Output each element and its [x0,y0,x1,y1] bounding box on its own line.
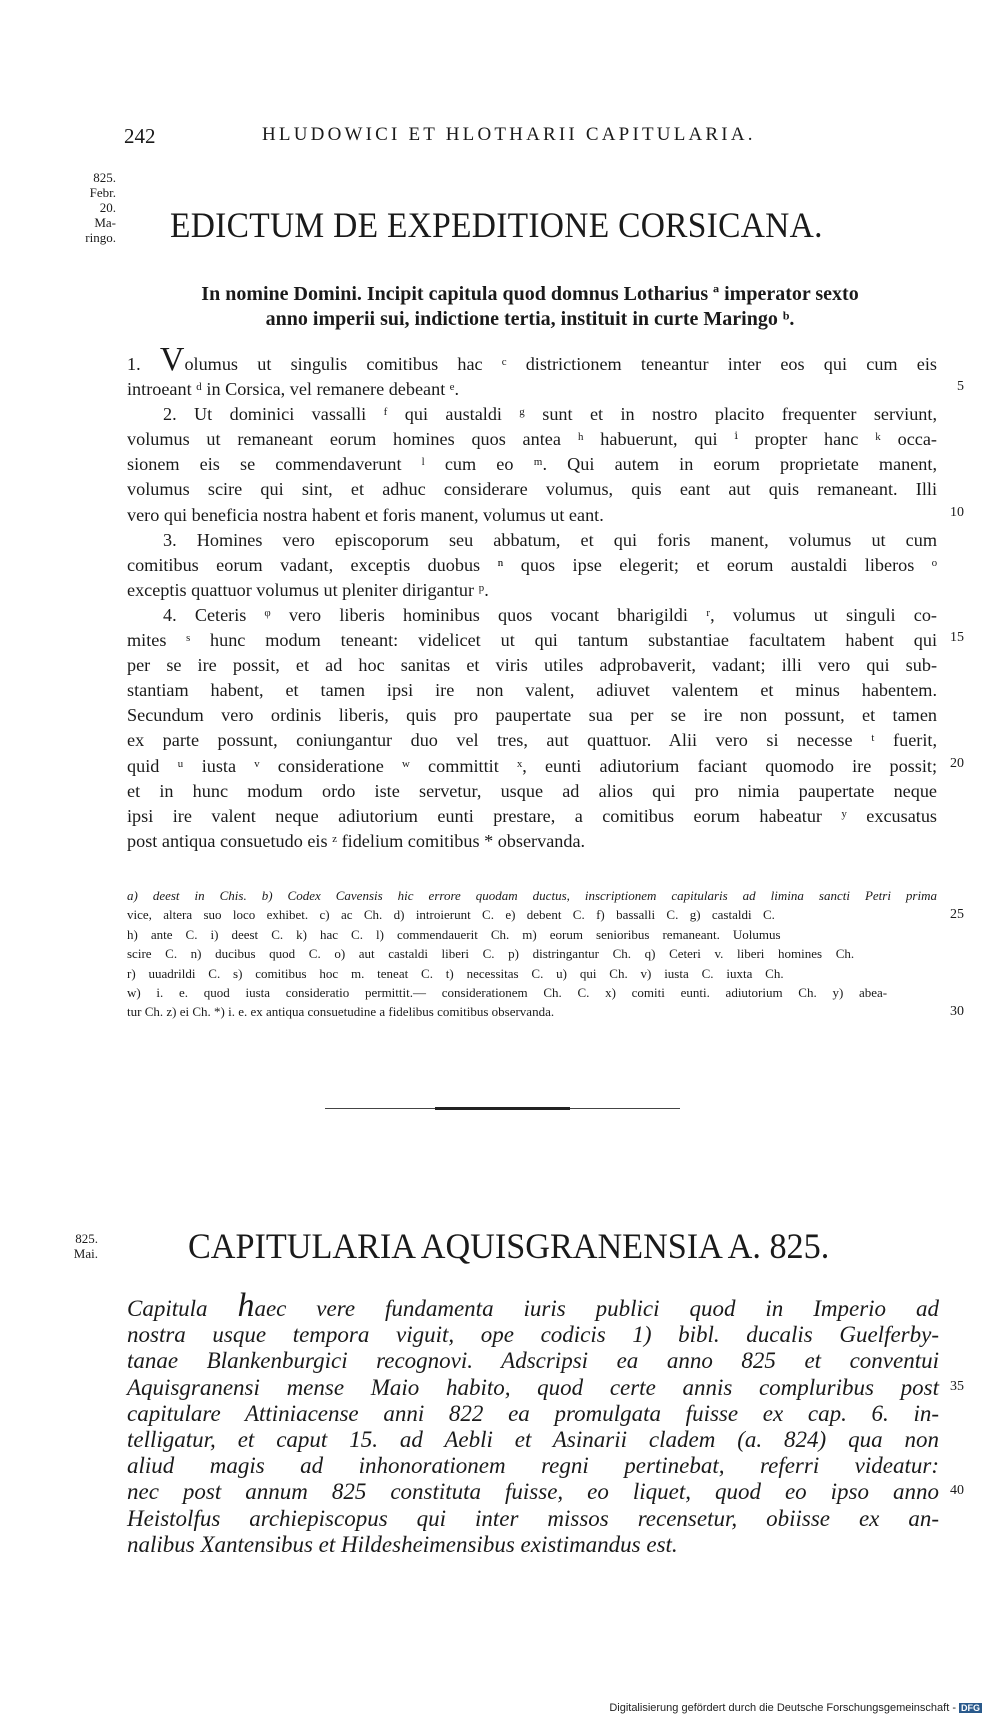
margin-date-line: 825. [75,1231,98,1246]
body-line-text: quid ᵘ iusta ᵛ consideratione ʷ committit ˣ, eunti adiutorium faciant quomodo ire possit; [127,755,937,776]
intro-line [127,1453,939,1479]
body-line [127,553,937,578]
line-number: 10 [950,504,964,520]
margin-date-line: Mai. [73,1246,98,1261]
intro-line-text: nec post annum 825 constituta fuisse, eo liquet, quod eo ipso anno [127,1479,939,1505]
section-divider [325,1107,680,1110]
intro-line [127,1348,939,1374]
edictum-body [127,341,938,854]
line-number: 5 [957,379,964,395]
page-number: 242 [124,124,156,148]
footnote-text: scire C. n) ducibus quod C. o) aut castaldi liberi C. p) distringantur Ch. q) Ceteri v. liberi homines Ch. [127,946,855,962]
body-line-text: comitibus eorum vadant, exceptis duobus ⁿ quos ipse elegerit; et eorum austaldi liberos ᵒ [127,554,937,575]
body-line-text: 2. Ut dominici vassalli ᶠ qui austaldi ᵍ sunt et in nostro placito frequenter serviunt, [163,404,937,425]
body-line [127,728,937,753]
footnote-line [127,1002,937,1021]
body-line [127,452,937,477]
body-line-text: introeant ᵈ in Corsica, vel remanere debeant ᵉ. [127,379,460,400]
footnote-line [127,925,937,944]
body-line-text: 4. Ceteris ᵠ vero liberis hominibus quos vocant bharigildi ʳ, volumus ut singuli co- [163,604,937,625]
footnote-text: w) i. e. quod iusta consideratio permittit.— considerationem Ch. C. x) comiti eunti. adiutorium Ch. y) abea- [127,984,888,1000]
intro-line-text: tanae Blankenburgici recognovi. Adscripsi ea anno 825 et conventui [127,1348,939,1374]
footnote-line [127,964,937,983]
body-line [127,804,937,829]
intro-line [127,1427,939,1453]
footnotes [127,886,937,1022]
body-line-text: vero qui beneficia nostra habent et foris manent, volumus ut eant. [127,504,604,525]
running-title: HLUDOWICI ET HLOTHARII CAPITULARIA. [262,124,756,145]
line-number: 15 [950,630,964,646]
body-line-text: et in hunc modum ordo iste servetur, usque ad alios qui pro nimia paupertate neque [127,780,937,801]
body-line-text: post antiqua consuetudo eis ᶻ fidelium comitibus * observanda. [127,830,586,851]
footnote-line [127,944,937,963]
intro-line-text: telligatur, et caput 15. ad Aebli et Asinarii cladem (a. 824) qua non [127,1426,939,1452]
body-line [127,829,937,854]
body-line-text: volumus ut remaneant eorum homines quos antea ʰ habuerunt, qui ⁱ propter hanc ᵏ occa- [127,429,937,450]
intro-line [127,1532,939,1558]
intro-line-text: nalibus Xantensibus et Hildesheimensibus existimandus est. [127,1531,678,1557]
line-number: 35 [950,1378,964,1394]
intro-line-text: Capitula haec vere fundamenta iuris publici quod in Imperio ad [127,1287,939,1324]
body-line-text: 1. Volumus ut singulis comitibus hac ᶜ districtionem teneantur inter eos qui cum eis [127,341,938,378]
line-number: 40 [950,1483,964,1499]
footnote-text: vice, altera suo loco exhibet. c) ac Ch. d) introierunt C. e) debent C. f) bassalli C. g) castaldi C. [127,907,775,923]
body-line [127,628,937,653]
footnote-text: h) ante C. i) deest C. k) hac C. l) commendauerit Ch. m) eorum senioribus remaneant. Uolumus [127,926,781,942]
line-number: 20 [950,755,964,771]
intro-line [127,1375,939,1401]
footnote-text: a) deest in Chis. b) Codex Cavensis hic errore quodam ductus, inscriptionem capitularis ad limina sancti Petri prima [127,888,937,903]
body-line [127,503,937,528]
body-line [127,477,937,502]
body-line-text: 3. Homines vero episcoporum seu abbatum, et qui foris manent, volumus ut cum [163,529,937,550]
margin-date-line: Ma- [94,215,116,230]
margin-date-line: ringo. [85,230,116,245]
intro-line [127,1401,939,1427]
line-number: 30 [950,1004,964,1020]
dfg-logo: DFG [961,1703,980,1713]
intro-line-text: Aquisgranensi mense Maio habito, quod certe annis compluribus post [127,1374,939,1400]
body-line-text: ex parte possunt, coniungantur duo vel tres, aut quattuor. Alii vero si necesse ᵗ fuerit, [127,730,937,751]
incipit-line: In nomine Domini. Incipit capitula quod domnus Lotharius ª imperator sexto [201,283,859,305]
body-line-text: ipsi ire valent neque adiutorium eunti prestare, a comitibus eorum habeatur ʸ excusatus [127,805,937,826]
body-line-text: exceptis quattuor volumus ut pleniter dirigantur ᵖ. [127,579,489,600]
body-line [127,528,937,553]
body-line [127,678,937,703]
body-line [127,754,937,779]
footnote-line [127,905,937,924]
footnote-line [127,886,937,905]
intro-line [127,1287,939,1324]
body-line [127,402,937,427]
incipit [120,282,940,332]
body-line [127,603,937,628]
intro-line [127,1479,939,1505]
margin-date-edictum [56,170,116,245]
intro-line-text: aliud magis ad inhonorationem regni pertinebat, referri videatur: [127,1453,939,1479]
footnote-line [127,983,937,1002]
aquisgranensia-intro [127,1287,939,1558]
body-line-text: volumus scire qui sint, et adhuc considerare volumus, quis eant aut quis remaneant. Illi [127,479,937,500]
body-line [127,341,938,378]
body-line [127,653,937,678]
margin-date-line: 825. [93,170,116,185]
body-line [127,427,937,452]
footnote-text: r) uuadrildi C. s) comitibus hoc m. teneat C. t) necessitas C. u) qui Ch. v) iusta C. iuxta Ch. [127,965,784,981]
intro-line-text: Heistolfus archiepiscopus qui inter missos recensetur, obiisse ex an- [127,1505,939,1531]
body-line-text: per se ire possit, et ad hoc sanitas et viris utiles adprobaverit, vadant; illi vero qui sub- [127,655,937,676]
footnote-text: tur Ch. z) ei Ch. *) i. e. ex antiqua consuetudine a fidelibus comitibus observanda. [127,1004,555,1020]
body-line [127,779,937,804]
body-line [127,578,937,603]
digitization-credit [609,1702,982,1714]
margin-date-line: Febr. [89,185,116,200]
body-line-text: mites ˢ hunc modum teneant: videlicet ut qui tantum substantiae facultatem habent qui [127,630,937,651]
incipit-line: anno imperii sui, indictione tertia, instituit in curte Maringo ᵇ. [265,308,795,330]
intro-line [127,1506,939,1532]
body-line [127,377,937,402]
margin-date-line: 20. [99,200,116,215]
line-number: 25 [950,907,964,923]
body-line-text: stantiam habent, et tamen ipsi ire non valent, adiuvet valentem et minus habentem. [127,680,937,701]
intro-line [127,1322,939,1348]
body-line [127,703,937,728]
margin-date-aquisgranensia [38,1231,98,1261]
intro-line-text: nostra usque tempora viguit, ope codicis 1) bibl. ducalis Guelferby- [127,1322,939,1348]
credit-text: Digitalisierung gefördert durch die Deutsche Forschungsgemeinschaft - [609,1702,956,1714]
intro-line-text: capitulare Attiniacense anni 822 ea promulgata fuisse ex cap. 6. in- [127,1400,939,1426]
section-title-edictum: EDICTUM DE EXPEDITIONE CORSICANA. [170,205,823,245]
body-line-text: Secundum vero ordinis liberis, quis pro paupertate sua per se ire non possunt, et tamen [127,705,937,726]
section-title-aquisgranensia: CAPITULARIA AQUISGRANENSIA A. 825. [188,1226,830,1266]
body-line-text: sionem eis se commendaverunt ˡ cum eo ᵐ. Qui autem in eorum proprietate manent, [127,454,937,475]
